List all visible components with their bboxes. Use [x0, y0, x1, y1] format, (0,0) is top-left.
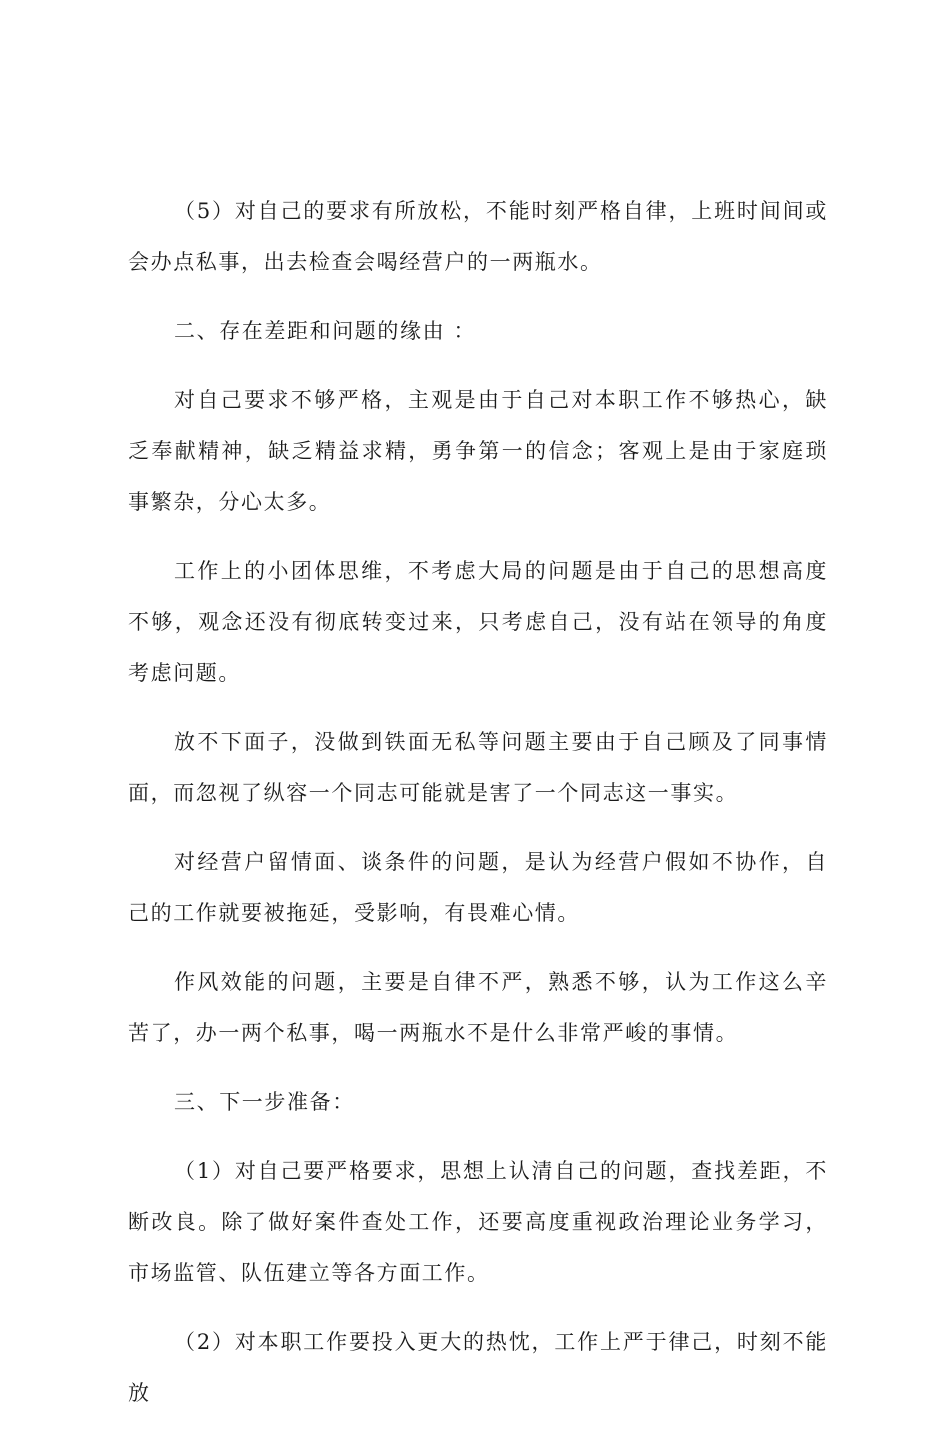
document-body: [128, 186, 828, 1437]
section-heading-next-steps: 三、下一步准备：: [174, 1090, 355, 1114]
paragraph-small-group-cause: 工作上的小团体思维，不考虑大局的问题是由于自己的思想高度不够，观念还没有彻底转变过来，只考虑自己，没有站在领导的角度考虑问题。: [128, 559, 828, 685]
paragraph-merchant-cause: 对经营户留情面、谈条件的问题，是认为经营户假如不协作，自己的工作就要被拖延，受影响，有畏难心情。: [128, 850, 828, 925]
paragraph-face-cause: 放不下面子，没做到铁面无私等问题主要由于自己顾及了同事情面，而忽视了纵容一个同志可能就是害了一个同志这一事实。: [128, 730, 828, 805]
paragraph-efficiency-cause: 作风效能的问题，主要是自律不严，熟悉不够，认为工作这么辛苦了，办一两个私事，喝一两瓶水不是什么非常严峻的事情。: [128, 970, 828, 1045]
paragraph-item-5-self-discipline: （5）对自己的要求有所放松，不能时刻严格自律，上班时间间或会办点私事，出去检查会喝经营户的一两瓶水。: [128, 199, 828, 274]
section-heading-causes: 二、存在差距和问题的缘由 ：: [174, 319, 477, 343]
paragraph-next-step-1: （1）对自己要严格要求，思想上认清自己的问题，查找差距，不断改良。除了做好案件查处工作，还要高度重视政治理论业务学习，市场监管、队伍建立等各方面工作。: [128, 1159, 828, 1285]
paragraph-next-step-2: （2）对本职工作要投入更大的热忱，工作上严于律己，时刻不能放: [128, 1330, 828, 1405]
paragraph-strictness-cause: 对自己要求不够严格，主观是由于自己对本职工作不够热心，缺乏奉献精神，缺乏精益求精，勇争第一的信念；客观上是由于家庭琐事繁杂，分心太多。: [128, 388, 828, 514]
